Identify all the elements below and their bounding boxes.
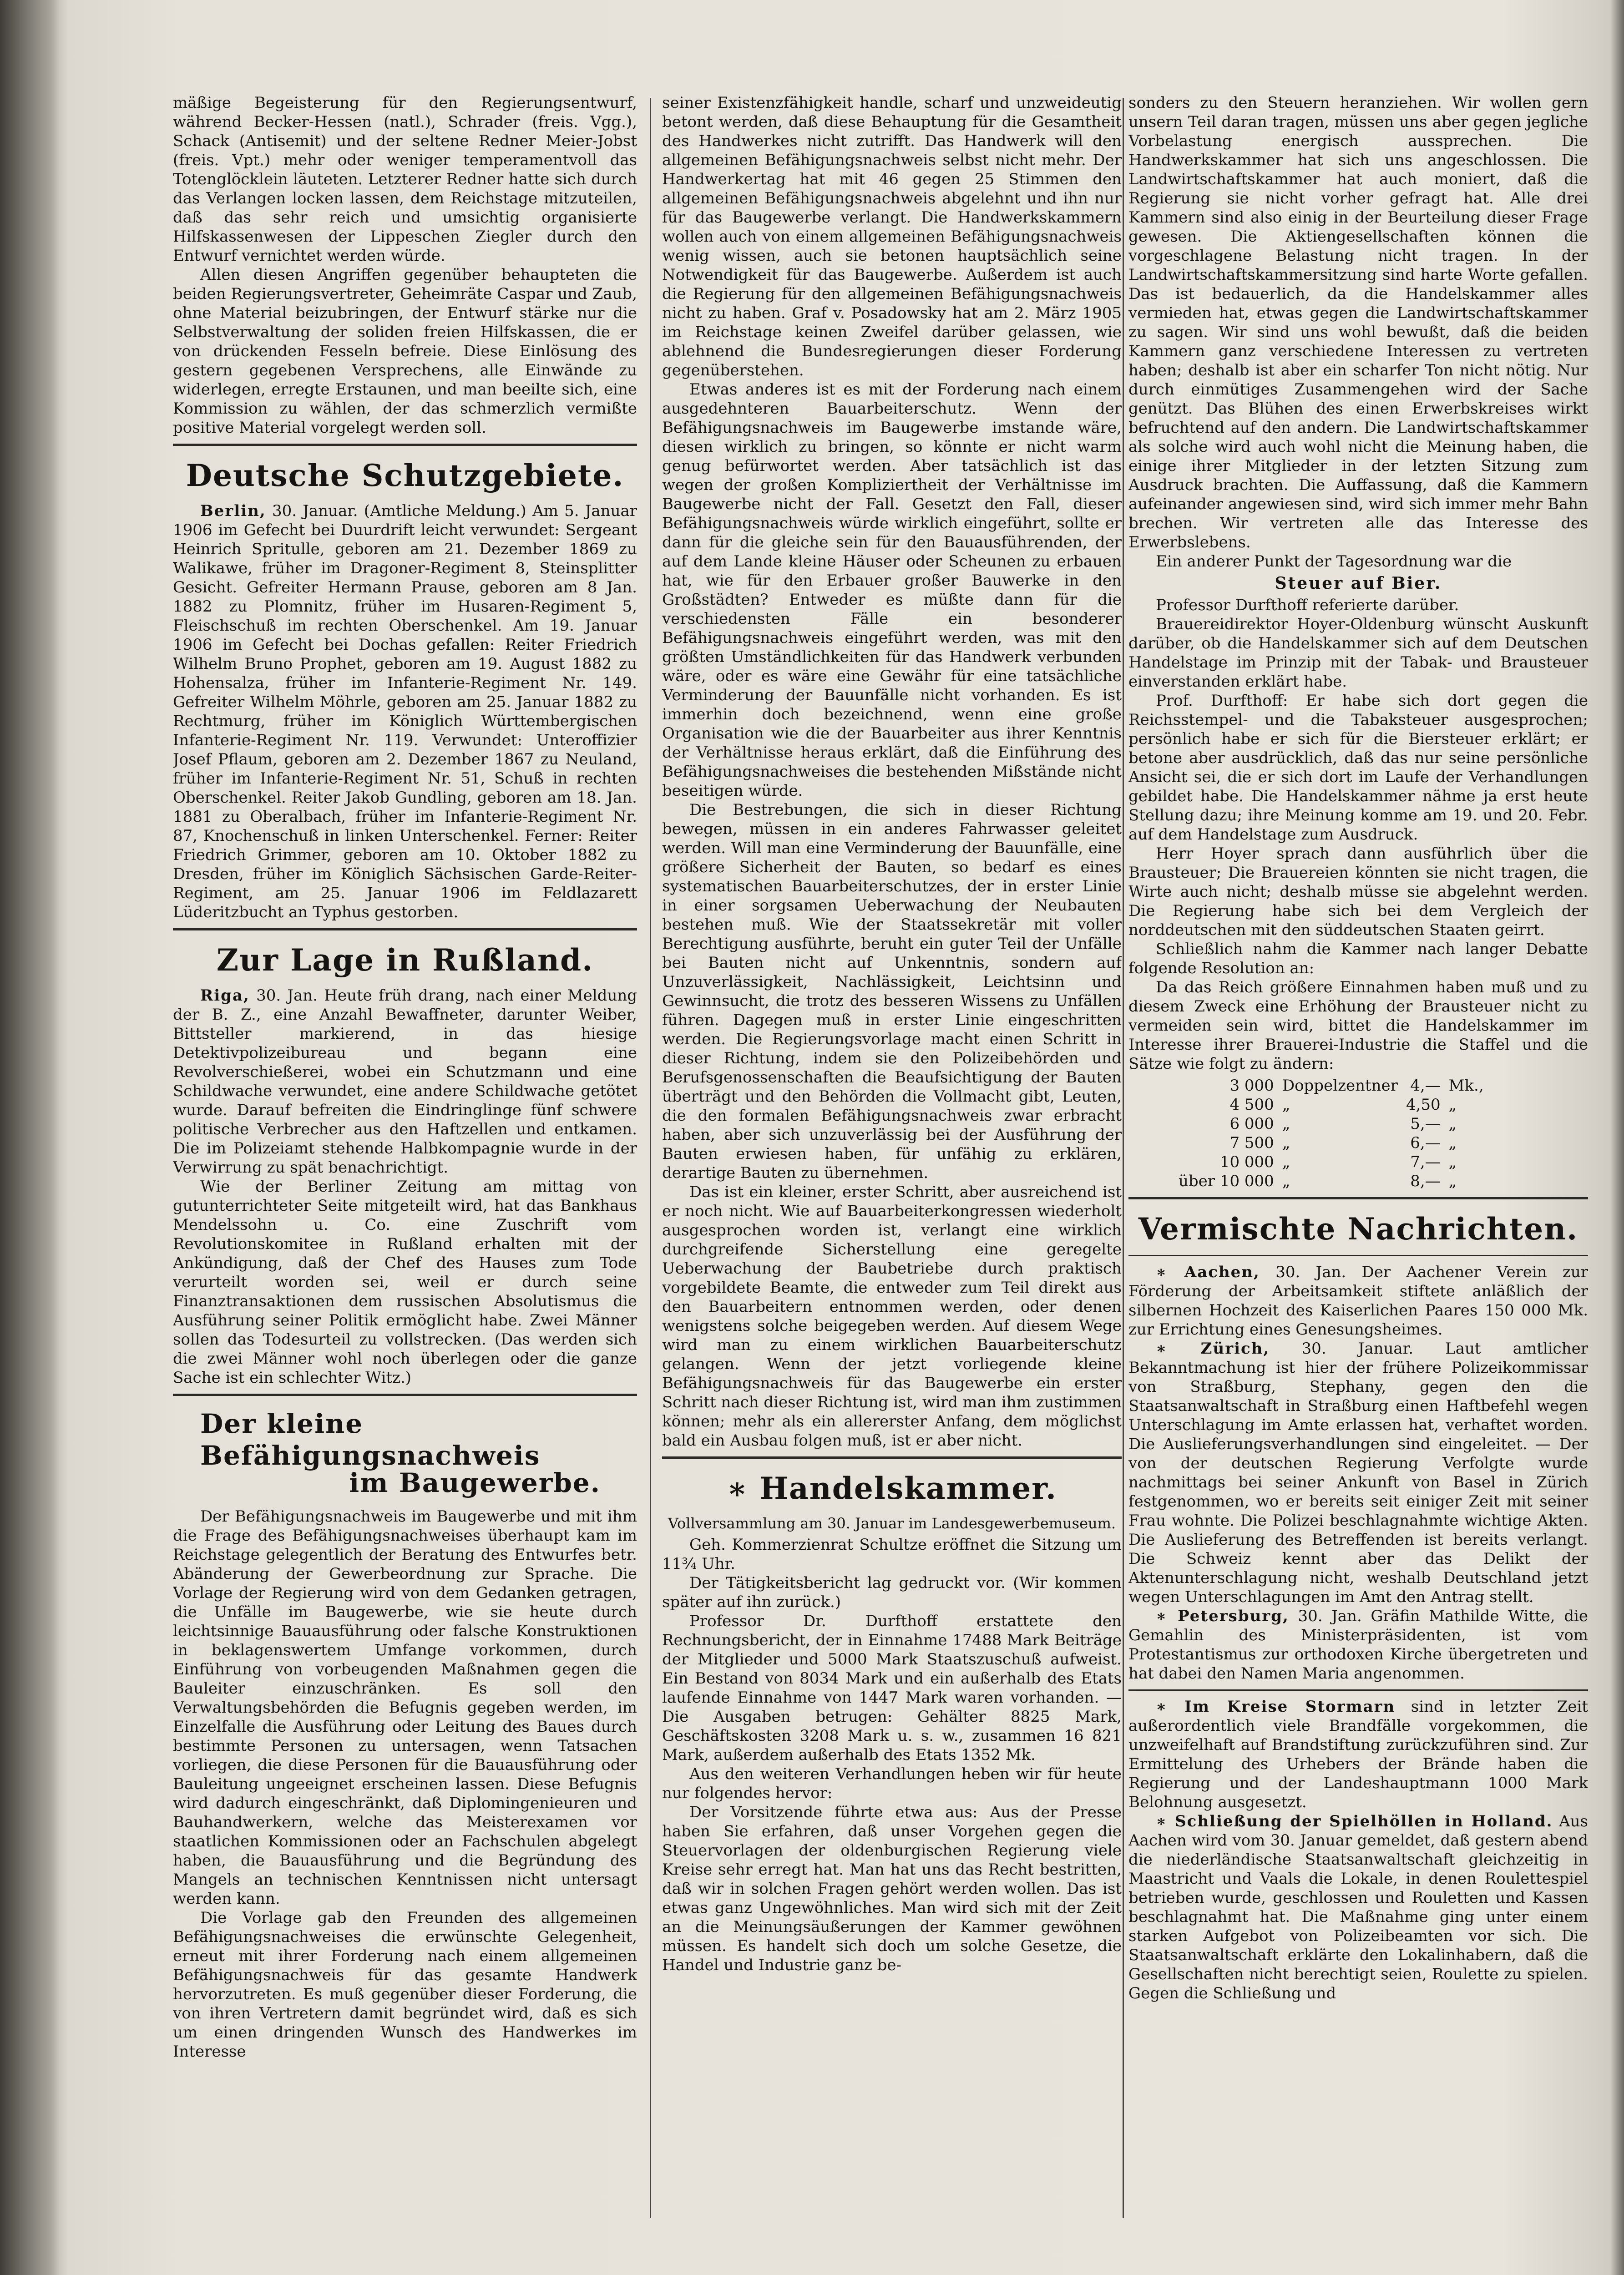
befaehigung-paragraph: Der Befähigungsnachweis im Baugewerbe und mit ihm die Frage des Befähigungsnachweises überhaupt kam im Reichstage gelegentlich der Beratung des Entwurfes betr. Abänderung der Gewerbeordnung zur Sprache. Die Vorlage der Regierung wird von dem Gedanken getragen, die Unfälle im Baugewerbe, wie sie heute durch leichtsinnige Bauausführung oder falsche Konstruktionen in beklagenswertem Umfange vorkommen, durch Einführung von vorbeugenden Maßnahmen gegen die Bauleiter einzuschränken. Es soll den Verwaltungsbehörden die Befugnis gegeben werden, im Einzelfalle die Ausführung oder Leitung des Baues durch bestimmte Personen zu untersagen, wenn Tatsachen vorliegen, die diese Personen für die Bauausführung oder Bauleitung ungeeignet erscheinen lassen. Diese Befugnis wird dadurch eingeschränkt, daß Diplomingenieuren und Bauhandwerkern, welche das Meisterexamen vor staatlichen Kommissionen oder an Fachschulen abgelegt haben, die Bauausführung und die Begründung des Mangels an technischen Kenntnissen nicht untersagt werden kann. bbox=[173, 1507, 637, 1908]
handelskammer-paragraph-5: Der Vorsitzende führte etwa aus: Aus der Presse haben Sie erfahren, daß unser Vorgehen gegen die Steuervorlagen der oldenburgischen Regierung viele Kreise sehr erregt hat. Man hat uns das Recht bestritten, daß wir in solchen Fragen gehört werden wollen. Das ist etwas ganz Ungewöhnliches. Man wird sich mit der Zeit an die Meinungsäußerungen der Kammer gewöhnen müssen. Es handelt sich doch um solche Gesetze, die Handel und Industrie ganz be- bbox=[662, 1803, 1122, 1974]
dateline-place: ∗ Im Kreise Stormarn bbox=[1156, 1698, 1396, 1716]
dateline-place: ∗ Petersburg, bbox=[1156, 1607, 1289, 1625]
column-middle bbox=[662, 93, 1122, 2219]
rates-cell-unit: „ bbox=[1282, 1172, 1290, 1190]
headline-russland: Zur Lage in Rußland. bbox=[216, 942, 594, 978]
news-text: 30. Jan. Der Aachener Verein zur Förderung der Arbeitsamkeit stiftete anläßlich der silbernen Hochzeit des Kaiserlichen Paares 150 000 Mk. zur Errichtung eines Genesungsheimes. bbox=[1128, 1263, 1588, 1339]
befaehigung-paragraph-3: Etwas anderes ist es mit der Forderung nach einem ausgedehnteren Bauarbeiterschutz. Wenn der Befähigungsnachweis im Baugewerbe imstande wäre, diesen wirklich zu bringen, so könnte er nicht warm genug befürwortet werden. Aber tatsächlich ist das wegen der großen Kompliziertheit der Verhältnisse im Baugewerbe nicht der Fall. Gesetzt den Fall, dieser Befähigungsnachweis würde wirklich eingeführt, sollte er dann für die gleiche sein für den Bauausführenden, der auf dem Lande kleine Häuser oder Scheunen zu erbauen hat, wie für den Erbauer großer Bauwerke in den Großstädten? Entweder es müßte dann für die verschiedensten Fälle ein besonderer Befähigungsnachweis eingeführt werden, was mit den größten Umständlichkeiten für das Handwerk verbunden wäre, oder es wäre eine Gewähr für eine tatsächliche Verminderung der Bauunfälle nicht vorhanden. Es ist immerhin doch bezeichnend, wenn eine große Organisation wie die der Bauarbeiter aus ihrer Kenntnis der Verhältnisse heraus erklärt, daß die Einführung des Befähigungsnachweises die bestehenden Mißstände nicht beseitigen würde. bbox=[662, 380, 1122, 800]
headline-schutzgebiete: Deutsche Schutzgebiete. bbox=[186, 458, 624, 493]
russland-text: 30. Jan. Heute früh drang, nach einer Meldung der B. Z., eine Anzahl Bewaffneter, darunter Weiber, Bittsteller markierend, in das hiesige Detektivpolizeibureau und begann eine Revolverschießerei, wobei ein Schutzmann und eine Schildwache verwundet, eine andere Schildwache getötet wurde. Darauf befreiten die Eindringlinge fünf schwere politische Verbrecher aus den Haftzellen und entkamen. Die im Polizeiamt stehende Halbkompagnie wurde in der Verwirrung zu spät benachrichtigt. bbox=[173, 986, 637, 1177]
column-rule-right bbox=[1123, 98, 1124, 2218]
handelskammer-paragraph-1: Geh. Kommerzienrat Schultze eröffnet die Sitzung um 11¾ Uhr. bbox=[662, 1536, 1122, 1573]
rates-row bbox=[1179, 1114, 1492, 1133]
section-rule bbox=[1128, 1689, 1588, 1691]
rates-cell-rate: 4,— bbox=[1410, 1077, 1441, 1095]
rates-cell-cur: „ bbox=[1448, 1172, 1457, 1190]
dateline-place: ∗ Aachen, bbox=[1156, 1263, 1260, 1281]
befaehigung-paragraph-2: Die Vorlage gab den Freunden des allgemeinen Befähigungsnachweises die erwünschte Gelegenheit, erneut mit ihrer Forderung nach einem allgemeinen Befähigungsnachweis für das gesamte Handwerk hervorzutreten. Es muß gegenüber dieser Forderung, die von ihren Vertretern damit begründet wird, daß es sich um einen dringenden Wunsch des Handwerkes im Interesse bbox=[173, 1909, 637, 2061]
befaehigung-continued-paragraph: seiner Existenzfähigkeit handle, scharf und unzweideutig betont werden, daß diese Behauptung für die Gesamtheit des Handwerkes nicht zutrifft. Das Handwerk will den allgemeinen Befähigungsnachweis selbst nicht mehr. Der Handwerkertag hat mit 46 gegen 25 Stimmen den allgemeinen Befähigungsnachweis abgelehnt und ihn nur für das Baugewerbe verlangt. Die Handwerkskammern wollen auch von einem allgemeinen Befähigungsnachweis wenig wissen, auch sie betonen hauptsächlich seine Notwendigkeit für das Baugewerbe. Außerdem ist auch die Regierung für den allgemeinen Befähigungsnachweis nicht zu haben. Graf v. Posadowsky hat am 2. März 1905 im Reichstage keinen Zweifel darüber gelassen, wie ablehnend die Bundesregierungen dieser Forderung gegenüberstehen. bbox=[662, 94, 1122, 379]
rates-row bbox=[1179, 1095, 1492, 1114]
rates-row bbox=[1179, 1172, 1492, 1191]
handelskammer-paragraph-3: Professor Dr. Durfthoff erstattete den Rechnungsbericht, der in Einnahme 17488 Mark Beiträge der Mitglieder und 5000 Mark Staatszuschuß aufweist. Ein Bestand von 8034 Mark und ein außerhalb des Etats laufende Einnahme von 1447 Mark waren vorhanden. — Die Ausgaben betrugen: Gehälter 8825 Mark, Geschäftskosten 3208 Mark u. s. w., zusammen 16 821 Mark, außerdem außerhalb des Etats 1352 Mk. bbox=[662, 1612, 1122, 1764]
rates-cell-unit: „ bbox=[1282, 1153, 1290, 1171]
article-intro-paragraph-2: Allen diesen Angriffen gegenüber behaupteten die beiden Regierungsvertreter, Geheimräte Caspar und Zaub, ohne Material beizubringen, der Entwurf stärke nur die Selbstverwaltung der soliden freien Hilfskassen, die er von drückenden Fesseln befreie. Diese Einlösung des gestern gegebenen Versprechens, alle Einwände zu widerlegen, erregte Erstaunen, und man beeilte sich, eine Kommission zu wählen, der das schmerzlich vermißte positive Material vorgelegt werden soll. bbox=[173, 266, 637, 437]
befaehigung-paragraph-5: Das ist ein kleiner, erster Schritt, aber ausreichend ist er noch nicht. Wie auf Bauarbeiterkongressen wiederholt ausgesprochen worden ist, verlangt eine wirklich durchgreifende Sicherstellung eine geregelte Ueberwachung der Baubetriebe durch praktisch vorgebildete Beamte, die entweder zum Teil direkt aus den Bauarbeitern entnommen werden, oder denen wenigstens solche beigegeben werden. Auf diesem Wege wird man zu einem wirklichen Bauarbeiterschutz gelangen. Wenn der jetzt vorliegende kleine Befähigungsnachweis für das Baugewerbe ein erster Schritt nach dieser Richtung ist, wird man ihm zustimmen können; mehr als ein allererster Anfang, dem möglichst bald ein Ausbau folgen muß, ist er aber nicht. bbox=[662, 1183, 1122, 1450]
column-rule-left bbox=[650, 98, 651, 2218]
rates-cell-rate: 4,50 bbox=[1406, 1096, 1441, 1114]
news-text: 30. Januar. Laut amtlicher Bekanntmachung ist hier der frühere Polizeikommissar von Straßburg, Stephany, gegen den die Staatsanwaltschaft in Straßburg einen Haftbefehl wegen Unterschlagung im Amte erlassen hat, verhaftet worden. Die Auslieferungsverhandlungen sind eingeleitet. — Der von der deutschen Regierung Verfolgte wurde nachmittags bei seiner Ankunft von Basel in Zürich festgenommen, wo er bereits seit einiger Zeit mit seiner Frau wohnte. Die Polizei beschlagnahmte wichtige Akten. Die Auslieferung des Betreffenden ist bereits verlangt. Die Schweiz kennt aber das Delikt der Aktenunterschlagung nicht, weshalb Deutschland jetzt wegen Unterschlagungen im Amt den Antrag stellt. bbox=[1128, 1340, 1588, 1606]
rates-table bbox=[1179, 1076, 1492, 1191]
bier-paragraph-5: Schließlich nahm die Kammer nach langer Debatte folgende Resolution an: bbox=[1128, 940, 1588, 977]
rates-cell-cur: „ bbox=[1448, 1153, 1457, 1171]
resolution-paragraph: Da das Reich größere Einnahmen haben muß und zu diesem Zweck eine Erhöhung der Brausteuer nicht zu vermeiden sein wird, bittet die Handelskammer im Interesse ihrer Brauerei-Industrie die Staffel und die Sätze wie folgt zu ändern: bbox=[1128, 978, 1588, 1073]
rates-row bbox=[1179, 1076, 1492, 1095]
rates-cell-amount: 10 000 bbox=[1219, 1153, 1274, 1171]
bier-paragraph-1: Professor Durfthoff referierte darüber. bbox=[1156, 596, 1459, 614]
bier-paragraph-4: Herr Hoyer sprach dann ausführlich über die Brausteuer; Die Brauereien könnten sie nicht tragen, die Wirte auch nicht; deshalb müsse sie abgelehnt werden. Die Regierung habe sich bei dem Vergleich der norddeutschen mit den süddeutschen Staaten geirrt. bbox=[1128, 844, 1588, 939]
page-edge bbox=[1610, 0, 1624, 2275]
section-rule bbox=[173, 1394, 637, 1396]
section-rule bbox=[173, 928, 637, 930]
news-item-stormarn bbox=[1128, 1697, 1588, 1812]
rates-cell-amount: 4 500 bbox=[1229, 1096, 1274, 1114]
news-item-zuerich bbox=[1128, 1339, 1588, 1607]
news-item-aachen bbox=[1128, 1263, 1588, 1339]
rates-row bbox=[1179, 1153, 1492, 1172]
rates-cell-amount: 3 000 bbox=[1229, 1077, 1274, 1095]
rates-cell-amount: über 10 000 bbox=[1179, 1172, 1274, 1190]
article-intro-paragraph: mäßige Begeisterung für den Regierungsentwurf, während Becker-Hessen (natl.), Schrader (freis. Vgg.), Schack (Antisemit) und der seltene Redner Meier-Jobst (freis. Vpt.) mehr oder weniger temperamentvoll das Totenglöcklein läuteten. Letzterer Redner hatte sich durch das Verlangen locken lassen, dem Reichstage mitzuteilen, daß das sehr reich und umsichtig organisierte Hilfskassenwesen der Lippeschen Ziegler durch den Entwurf vernichtet werden würde. bbox=[173, 94, 637, 265]
handelskammer-paragraph-6: Ein anderer Punkt der Tagesordnung war die bbox=[1156, 552, 1512, 571]
schutzgebiete-text: 30. Januar. (Amtliche Meldung.) Am 5. Januar 1906 im Gefecht bei Duurdrift leicht verwundet: Sergeant Heinrich Spritulle, geboren am 21. Dezember 1869 zu Walikawe, früher im Dragoner-Regiment 8, Steinsplitter Gesicht. Gefreiter Hermann Prause, geboren am 8 Jan. 1882 zu Plomnitz, früher im Husaren-Regiment 5, Fleischschuß im rechten Oberschenkel. Am 19. Januar 1906 im Gefecht bei Dochas gefallen: Reiter Friedrich Wilhelm Bruno Prophet, geboren am 19. August 1882 zu Hohensalza, früher im Infanterie-Regiment Nr. 149. Gefreiter Wilhelm Möhrle, geboren am 25. Januar 1882 zu Rechtmurg, früher im Königlich Württembergischen Infanterie-Regiment Nr. 119. Verwundet: Unteroffizier Josef Pflaum, geboren am 2. Dezember 1867 zu Neuland, früher im Infanterie-Regiment Nr. 51, Schuß in rechten Oberschenkel. Reiter Jakob Gundling, geboren am 18. Jan. 1881 zu Oberalbach, früher im Infanterie-Regiment Nr. 87, Knochenschuß in linken Unterschenkel. Ferner: Reiter Friedrich Grimmer, geboren am 10. Oktober 1882 zu Dresden, früher im Königlich Sächsischen Garde-Reiter-Regiment, am 25. Januar 1906 im Feldlazarett Lüderitzbucht an Typhus gestorben. bbox=[173, 502, 637, 921]
column-right bbox=[1128, 93, 1588, 2219]
handelskammer-subheading: Vollversammlung am 30. Januar im Landesgewerbemuseum. bbox=[668, 1515, 1116, 1532]
befaehigung-paragraph-4: Die Bestrebungen, die sich in dieser Richtung bewegen, müssen in ein anderes Fahrwasser geleitet werden. Will man eine Verminderung der Bauunfälle, eine größere Sicherheit der Bauten, so bedarf es eines systematischen Bauarbeiterschutzes, der in erster Linie in einer sorgsamen Ueberwachung der Neubauten bestehen muß. Wie der Staatssekretär mit voller Berechtigung ausführte, beruht ein guter Teil der Unfälle bei Bauten nicht auf Unkenntnis, sondern auf Unzuverlässigkeit, Nachlässigkeit, Leichtsinn und Gewinnsucht, die trotz des besseren Wissens zu Unfällen führen. Dagegen muß in erster Linie eingeschritten werden. Die Regierungsvorlage macht einen Schritt in dieser Richtung, indem sie den Polizeibehörden und Berufsgenossenschaften die Beaufsichtigung der Bauten überträgt und den Behörden die Vollmacht gibt, Leuten, die den formalen Befähigungsnachweis zwar erbracht haben, aber sich unzuverlässig bei der Ausführung der Bauten erwiesen haben, für unfähig zu erklären, derartige Bauten zu übernehmen. bbox=[662, 801, 1122, 1182]
rates-cell-rate: 7,— bbox=[1410, 1153, 1441, 1171]
rates-cell-cur: „ bbox=[1448, 1134, 1457, 1152]
book-binding-shadow bbox=[0, 0, 59, 2275]
section-rule bbox=[662, 1456, 1122, 1459]
column-left bbox=[173, 93, 637, 2219]
news-text: 30. Jan. Gräfin Mathilde Witte, die Gemahlin des Ministerpräsidenten, ist vom Protestantismus zur orthodoxen Kirche übergetreten und hat dabei den Namen Maria angenommen. bbox=[1128, 1607, 1588, 1683]
rates-cell-cur: „ bbox=[1448, 1115, 1457, 1133]
handelskammer-continued-paragraph: sonders zu den Steuern heranziehen. Wir wollen gern unsern Teil daran tragen, müssen uns aber gegen jegliche Vorbelastung energisch aussprechen. Die Handwerkskammer hat sich uns angeschlossen. Die Landwirtschaftskammer hat auch moniert, daß die Regierung sie nicht vorher gefragt hat. Alle drei Kammern sind also einig in der Beurteilung dieser Frage gewesen. Die Aktiengesellschaften können die vorgeschlagene Belastung nicht tragen. In der Landwirtschaftskammersitzung sind harte Worte gefallen. Das ist bedauerlich, da die Handelskammer alles vermieden hat, etwas gegen die Landwirtschaftskammer zu sagen. Wir sind uns wohl bewußt, daß die beiden Kammern ganz verschiedene Interessen zu vertreten haben; deshalb ist aber ein scharfer Ton nicht nötig. Nur durch einmütiges Zusammengehen wird der Sache genützt. Das Blühen des einen Erwerbskreises wirkt befruchtend auf den andern. Die Landwirtschaftskammer als solche wird auch wohl nicht die Meinung haben, die einige ihrer Mitglieder in der letzten Sitzung zum Ausdruck brachten. Die Auffassung, daß die Kammern aufeinander angewiesen sind, wird sich immer mehr Bahn brechen. Wir vertreten alle das Interesse des Erwerbslebens. bbox=[1128, 94, 1588, 551]
dateline-place: ∗ Zürich, bbox=[1156, 1340, 1270, 1358]
headline-befaehigung-line1: Der kleine Befähigungsnachweis bbox=[200, 1408, 541, 1471]
schutzgebiete-paragraph bbox=[173, 501, 637, 922]
news-item-petersburg bbox=[1128, 1607, 1588, 1683]
russland-paragraph-2: Wie der Berliner Zeitung am mittag von gutunterrichteter Seite mitgeteilt wird, hat das Bankhaus Mendelssohn u. Co. eine Zuschrift vom Revolutionskomitee in Rußland erhalten mit der Ankündigung, daß der Chef des Hauses zum Tode verurteilt worden sei, weil er durch seine Finanztransaktionen dem russischen Absolutismus die Ausführung seiner Politik ermöglicht habe. Zwei Männer sollen das Todesurteil zu vollstrecken. (Das werden sich die zwei Männer wohl noch überlegen oder die ganze Sache ist ein schlechter Witz.) bbox=[173, 1178, 637, 1387]
section-rule bbox=[1128, 1255, 1588, 1256]
headline-befaehigung-line2: im Baugewerbe. bbox=[349, 1467, 601, 1498]
news-text: sind in letzter Zeit außerordentlich viele Brandfälle vorgekommen, die unzweifelhaft auf Brandstiftung zurückzuführen sind. Zur Ermittelung des Urhebers der Brände haben die Regierung und der Landeshauptmann 1000 Mark Belohnung ausgesetzt. bbox=[1128, 1698, 1588, 1811]
dateline-place: ∗ Schließung der Spielhöllen in Holland. bbox=[1156, 1812, 1553, 1830]
dateline-place: Riga, bbox=[200, 986, 250, 1005]
bier-paragraph-3: Prof. Durfthoff: Er habe sich dort gegen die Reichsstempel- und die Tabaksteuer ausgesprochen; persönlich habe er sich für die Biersteuer erklärt; er betone aber ausdrücklich, daß das nur seine persönliche Ansicht sei, die er sich dort im Laufe der Verhandlungen gebildet habe. Die Handelskammer nähme ja erst heute Stellung dazu; ihre Meinung komme am 19. und 20. Febr. auf dem Handelstage zum Ausdruck. bbox=[1128, 692, 1588, 844]
rates-cell-cur: Mk., bbox=[1448, 1077, 1484, 1095]
section-rule bbox=[173, 444, 637, 446]
news-item-spielhoellen bbox=[1128, 1812, 1588, 2003]
rates-cell-unit: „ bbox=[1282, 1096, 1290, 1114]
russland-paragraph bbox=[173, 986, 637, 1177]
rates-cell-cur: „ bbox=[1448, 1096, 1457, 1114]
rates-cell-rate: 6,— bbox=[1410, 1134, 1441, 1152]
rates-cell-unit: „ bbox=[1282, 1115, 1290, 1133]
rates-cell-amount: 7 500 bbox=[1229, 1134, 1274, 1152]
rates-cell-rate: 5,— bbox=[1410, 1115, 1441, 1133]
rates-cell-unit: „ bbox=[1282, 1134, 1290, 1152]
rates-cell-unit: Doppelzentner bbox=[1282, 1077, 1398, 1095]
rates-row bbox=[1179, 1133, 1492, 1153]
news-text: Aus Aachen wird vom 30. Januar gemeldet, daß gestern abend die niederländische Staatsanwaltschaft gleichzeitig in Maastricht und Vaals die Lokale, in denen Roulettespiel betrieben wurde, geschlossen und Rouletten und Kassen beschlagnahmt hat. Die Maßnahme ging unter einem starken Aufgebot von Polizeibeamten vor sich. Die Staatsanwaltschaft erklärte den Lokalinhabern, daß die Gesellschaften nicht berechtigt seien, Roulette zu spielen. Gegen die Schließung und bbox=[1128, 1812, 1588, 2002]
dateline-place: Berlin, bbox=[200, 502, 266, 520]
rates-cell-rate: 8,— bbox=[1410, 1172, 1441, 1190]
section-rule bbox=[1128, 1197, 1588, 1199]
bier-paragraph-2: Brauereidirektor Hoyer-Oldenburg wünscht Auskunft darüber, ob die Handelskammer sich auf dem Deutschen Handelstage im Prinzip mit der Tabak- und Brausteuer einverstanden erklärt habe. bbox=[1128, 615, 1588, 691]
handelskammer-paragraph-2: Der Tätigkeitsbericht lag gedruckt vor. (Wir kommen später auf ihn zurück.) bbox=[662, 1574, 1122, 1611]
headline-vermischte-nachrichten: Vermischte Nachrichten. bbox=[1138, 1211, 1578, 1247]
rates-cell-amount: 6 000 bbox=[1229, 1115, 1274, 1133]
headline-handelskammer: ∗ Handelskammer. bbox=[727, 1471, 1057, 1506]
handelskammer-paragraph-4: Aus den weiteren Verhandlungen heben wir für heute nur folgendes hervor: bbox=[662, 1765, 1122, 1802]
subheading-steuer-auf-bier: Steuer auf Bier. bbox=[1275, 574, 1442, 593]
